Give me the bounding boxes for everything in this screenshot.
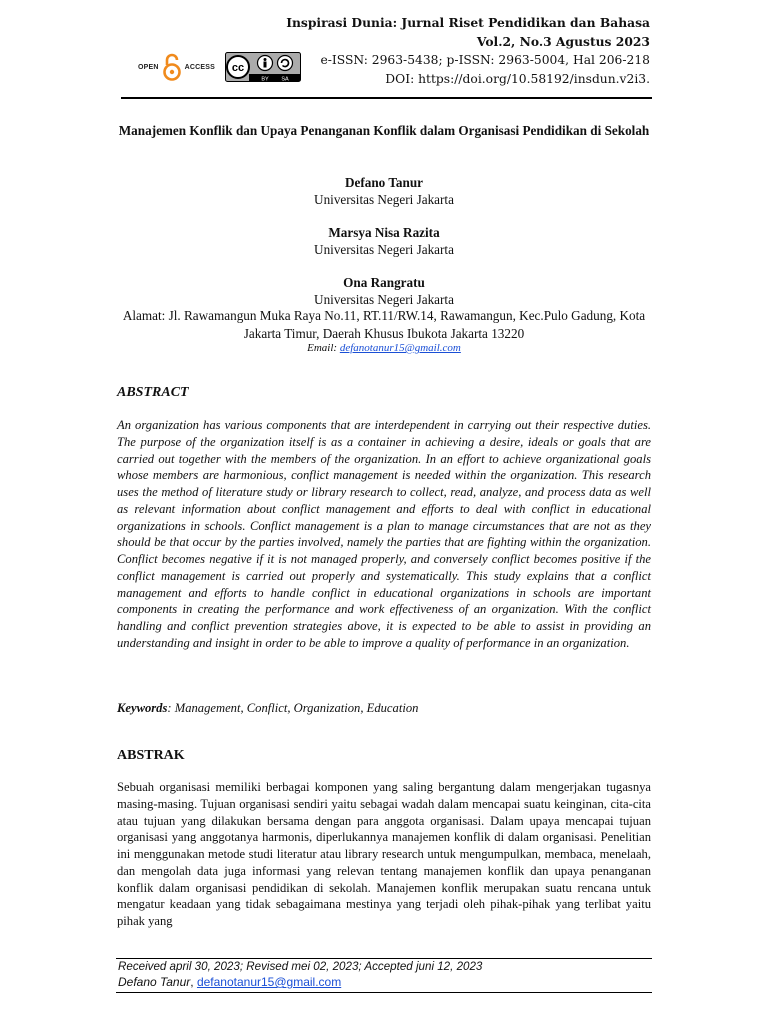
footer-divider-top: [116, 958, 652, 959]
author-name: Ona Rangratu: [343, 275, 425, 290]
open-access-logo: [138, 53, 215, 81]
open-access-lock-icon: [162, 53, 182, 81]
abstract-text: An organization has various components that are interdependent in carrying out their respective duties. The purpose of the organization itself is as a container in achieving a desire, ideals or goals that are carried out together with the members of the organization. In an effort to achieve organizational goals whose members are harmonious, conflict management is needed within the organization. This research uses the method of literature study or library research to collect, read, analyze, and process data as well as relevant information about conflict management and efforts to deal with conflict in educational organizations in schools. Conflict management is a plan to manage circumstances that are not as they should be that occur by the parties involved, namely the parties that are fighting within the organization. Conflict becomes negative if it is not managed properly, and conversely conflict becomes positive if the conflict management is carried out properly and systematically. This study explains that a conflict management and efforts to handle conflict in educational organizations in schools are important components in creating the performance and work effectiveness of an organization. With the conflict handling and conflict prevention strategies above, it is expected to be able to assist in providing an understanding and insight in order to be able to improve a quality of performance in an organization.: [117, 418, 651, 650]
email-label: Email:: [307, 342, 338, 354]
author-address: Alamat: Jl. Rawamangun Muka Raya No.11, RT.11/RW.14, Rawamangun, Kec.Pulo Gadung, Kota Jakarta Timur, Daerah Khusus Ibukota Jakarta 13220: [122, 308, 646, 341]
cc-by-label: BY: [261, 76, 269, 82]
keywords-list: : Management, Conflict, Organization, Education: [167, 701, 419, 715]
journal-doi: DOI: https://doi.org/10.58192/insdun.v2i3.: [385, 71, 650, 86]
author-name: Defano Tanur: [344, 175, 424, 190]
abstrak-text: Sebuah organisasi memiliki berbagai komponen yang saling bergantung dalam mengerjakan tugasnya masing-masing. Tujuan organisasi sendiri yaitu sebagai wadah dalam mencapai suatu keinginan, cita-cita atau tujuan yang dilakukan bersama dengan para anggota organisasi. Dalam upaya mencapai tujuan organisasi yang anggotanya harmonis, diperlukannya manajemen konflik di dalam organisasi. Penelitian ini menggunakan metode studi literatur atau library research untuk mengumpulkan, membaca, menelaah, dan mengolah data juga informasi yang relevan tentang manajemen konflik dan upaya penanganan konflik dalam organisasi pendidikan di sekolah. Manajemen konflik merupakan suatu rencana untuk mengatur keadaan yang tidak sebagaimana mestinya yang terjadi oleh pihak-pihak yang terlibat yaitu pihak yang: [117, 780, 651, 928]
received-dates: Received april 30, 2023; Revised mei 02, 2023; Accepted juni 12, 2023: [118, 960, 483, 973]
footer-divider-bottom: [116, 992, 652, 993]
keywords-label: Keywords: [117, 701, 168, 715]
journal-volume: Vol.2, No.3 Agustus 2023: [476, 33, 650, 49]
footer-author-name: Defano Tanur: [118, 975, 191, 989]
abstract-heading: ABSTRACT: [117, 385, 189, 400]
journal-name: Inspirasi Dunia: Jurnal Riset Pendidikan dan Bahasa: [286, 15, 650, 30]
author-email-line: [116, 342, 652, 354]
keywords-line: [117, 701, 651, 716]
journal-header: [286, 14, 650, 88]
oa-word-right: ACCESS: [184, 63, 216, 71]
header-divider: [121, 97, 652, 99]
abstrak-heading: ABSTRAK: [117, 748, 185, 763]
license-logos: [138, 50, 301, 84]
cc-sa-label: SA: [281, 76, 289, 82]
footer-email-link[interactable]: defanotanur15@gmail.com: [196, 975, 342, 989]
author-affiliation: Universitas Negeri Jakarta: [314, 292, 454, 307]
author-block: [116, 274, 652, 308]
oa-word-left: OPEN: [138, 63, 159, 71]
author-block: [116, 174, 652, 208]
author-name: Marsya Nisa Razita: [328, 225, 440, 240]
footer-separator: ,: [190, 975, 197, 989]
author-affiliation: Universitas Negeri Jakarta: [314, 242, 454, 257]
footer-author-line: [118, 975, 341, 989]
author-email-link[interactable]: defanotanur15@gmail.com: [339, 342, 461, 354]
author-block: [116, 224, 652, 258]
author-affiliation: Universitas Negeri Jakarta: [314, 192, 454, 207]
cc-label: cc: [231, 62, 245, 74]
journal-issn: e-ISSN: 2963-5438; p-ISSN: 2963-5004, Hal 206-218: [320, 53, 650, 67]
paper-title: Manajemen Konflik dan Upaya Penanganan Konflik dalam Organisasi Pendidikan di Sekolah: [118, 123, 650, 138]
